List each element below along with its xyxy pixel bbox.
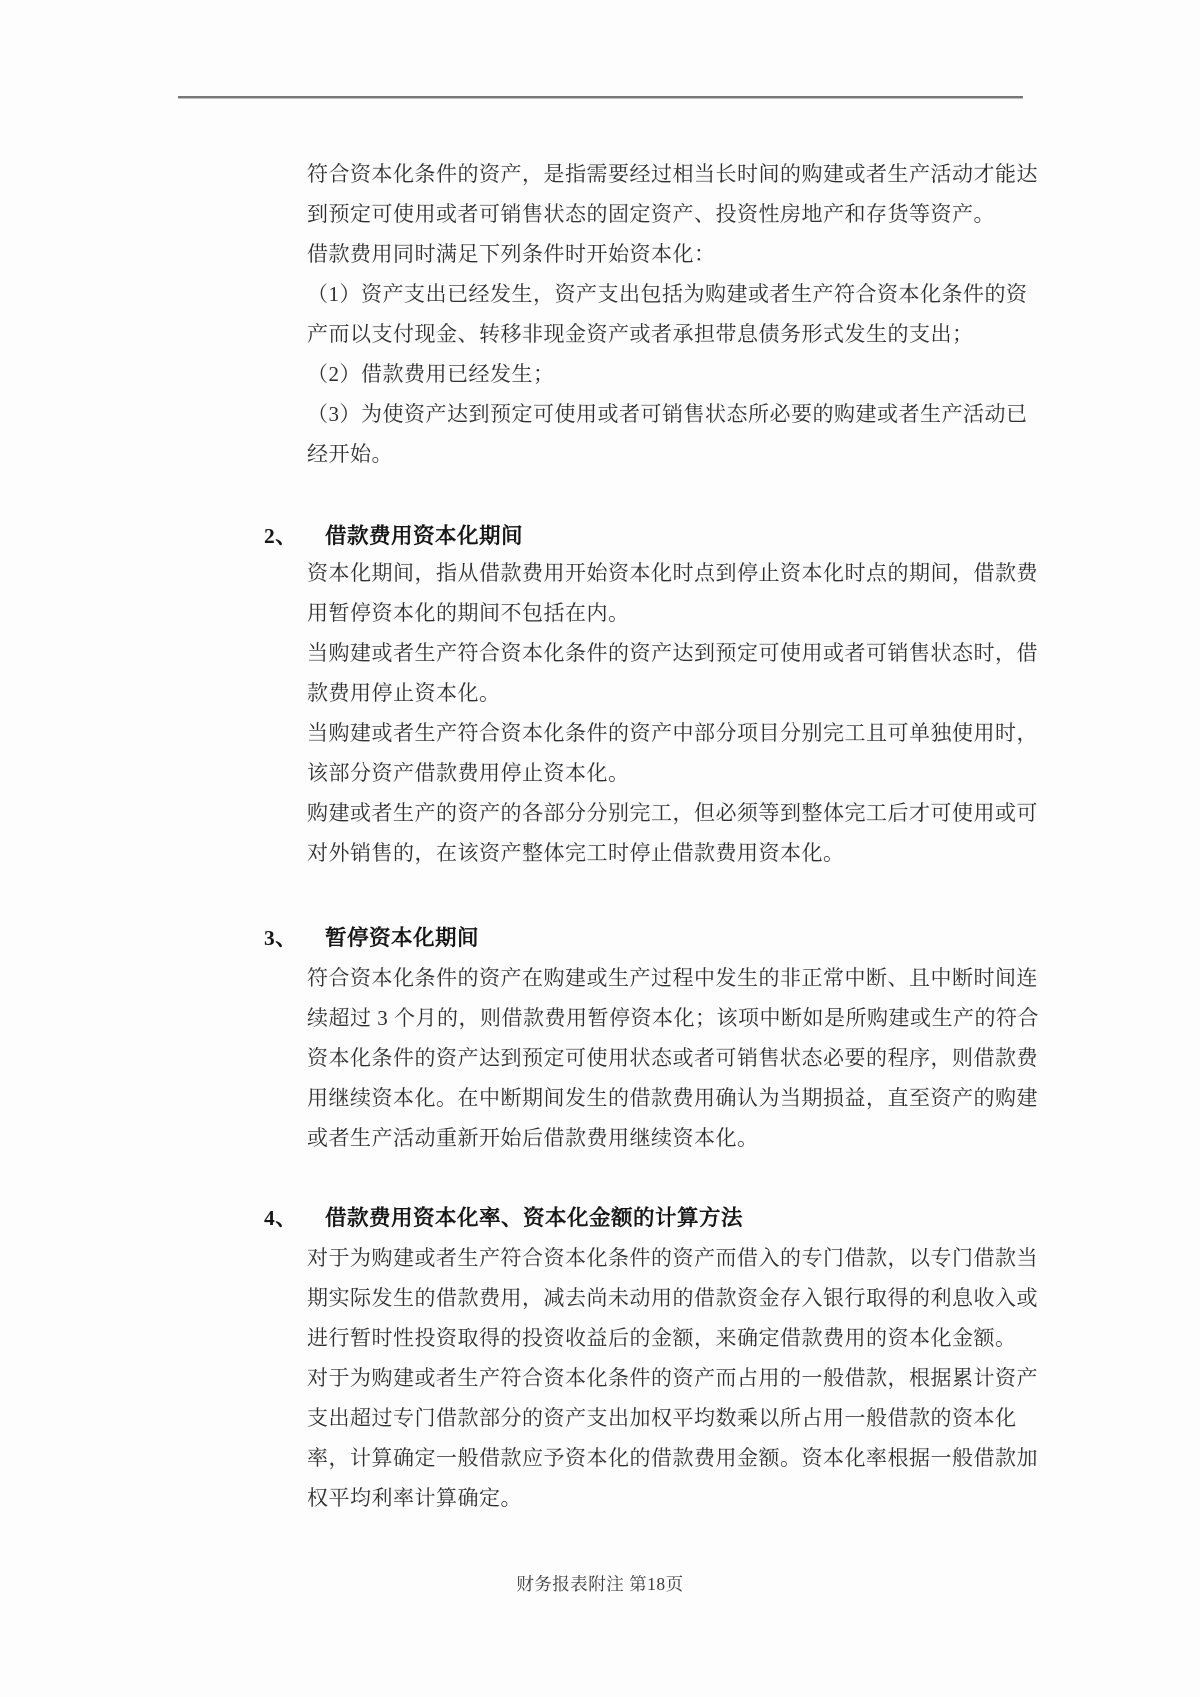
- paragraph-line: 权平均利率计算确定。: [307, 1486, 522, 1510]
- paragraph-line: 对于为购建或者生产符合资本化条件的资产而借入的专门借款，以专门借款当: [307, 1246, 1038, 1270]
- paragraph-line: 资本化期间，指从借款费用开始资本化时点到停止资本化时点的期间，借款费: [307, 561, 1038, 585]
- paragraph-line: 符合资本化条件的资产，是指需要经过相当长时间的购建或者生产活动才能达: [307, 162, 1038, 186]
- intro-paragraph: [307, 154, 1038, 474]
- section-title: 暂停资本化期间: [325, 926, 480, 950]
- paragraph-line: （1）资产支出已经发生，资产支出包括为购建或者生产符合资本化条件的资: [307, 282, 1028, 306]
- paragraph-line: 到预定可使用或者可销售状态的固定资产、投资性房地产和存货等资产。: [307, 202, 995, 226]
- header-rule: [178, 96, 1023, 98]
- section-number: 4、: [264, 1206, 298, 1230]
- section-3-body: [307, 958, 1039, 1158]
- section-2-body: [307, 553, 1038, 873]
- paragraph-line: 符合资本化条件的资产在购建或生产过程中发生的非正常中断、且中断时间连: [307, 966, 1038, 990]
- paragraph-line: 经开始。: [307, 442, 393, 466]
- page-footer: 财务报表附注 第18页: [516, 1574, 684, 1594]
- section-4-body: [307, 1238, 1038, 1518]
- paragraph-line: 进行暂时性投资取得的投资收益后的金额，来确定借款费用的资本化金额。: [307, 1326, 1017, 1350]
- paragraph-line: 产而以支付现金、转移非现金资产或者承担带息债务形式发生的支出；: [307, 322, 974, 346]
- paragraph-line: （3）为使资产达到预定可使用或者可销售状态所必要的购建或者生产活动已: [307, 402, 1028, 426]
- paragraph-line: 当购建或者生产符合资本化条件的资产中部分项目分别完工且可单独使用时，: [307, 721, 1038, 745]
- paragraph-line: 资本化条件的资产达到预定可使用状态或者可销售状态必要的程序，则借款费: [307, 1046, 1038, 1070]
- section-number: 2、: [264, 524, 298, 548]
- paragraph-line: 借款费用同时满足下列条件时开始资本化：: [307, 242, 716, 266]
- paragraph-line: 对外销售的，在该资产整体完工时停止借款费用资本化。: [307, 841, 845, 865]
- paragraph-line: 率，计算确定一般借款应予资本化的借款费用金额。资本化率根据一般借款加: [307, 1446, 1038, 1470]
- paragraph-line: 当购建或者生产符合资本化条件的资产达到预定可使用或者可销售状态时，借: [307, 641, 1038, 665]
- paragraph-line: 支出超过专门借款部分的资产支出加权平均数乘以所占用一般借款的资本化: [307, 1406, 1017, 1430]
- section-title: 借款费用资本化期间: [325, 524, 524, 548]
- paragraph-line: 购建或者生产的资产的各部分分别完工，但必须等到整体完工后才可使用或可: [307, 801, 1038, 825]
- paragraph-line: 续超过 3 个月的，则借款费用暂停资本化；该项中断如是所购建或生产的符合: [307, 1006, 1039, 1030]
- paragraph-line: 款费用停止资本化。: [307, 681, 501, 705]
- paragraph-line: 期实际发生的借款费用，减去尚未动用的借款资金存入银行取得的利息收入或: [307, 1286, 1038, 1310]
- paragraph-line: 对于为购建或者生产符合资本化条件的资产而占用的一般借款，根据累计资产: [307, 1366, 1038, 1390]
- paragraph-line: 或者生产活动重新开始后借款费用继续资本化。: [307, 1126, 759, 1150]
- paragraph-line: 用暂停资本化的期间不包括在内。: [307, 601, 630, 625]
- paragraph-line: （2）借款费用已经发生；: [307, 362, 555, 386]
- section-heading-4: [264, 1198, 1024, 1238]
- section-title: 借款费用资本化率、资本化金额的计算方法: [325, 1206, 744, 1230]
- paragraph-line: 该部分资产借款费用停止资本化。: [307, 761, 630, 785]
- section-number: 3、: [264, 926, 298, 950]
- section-heading-2: [264, 516, 1024, 556]
- section-heading-3: [264, 918, 1024, 958]
- paragraph-line: 用继续资本化。在中断期间发生的借款费用确认为当期损益，直至资产的购建: [307, 1086, 1038, 1110]
